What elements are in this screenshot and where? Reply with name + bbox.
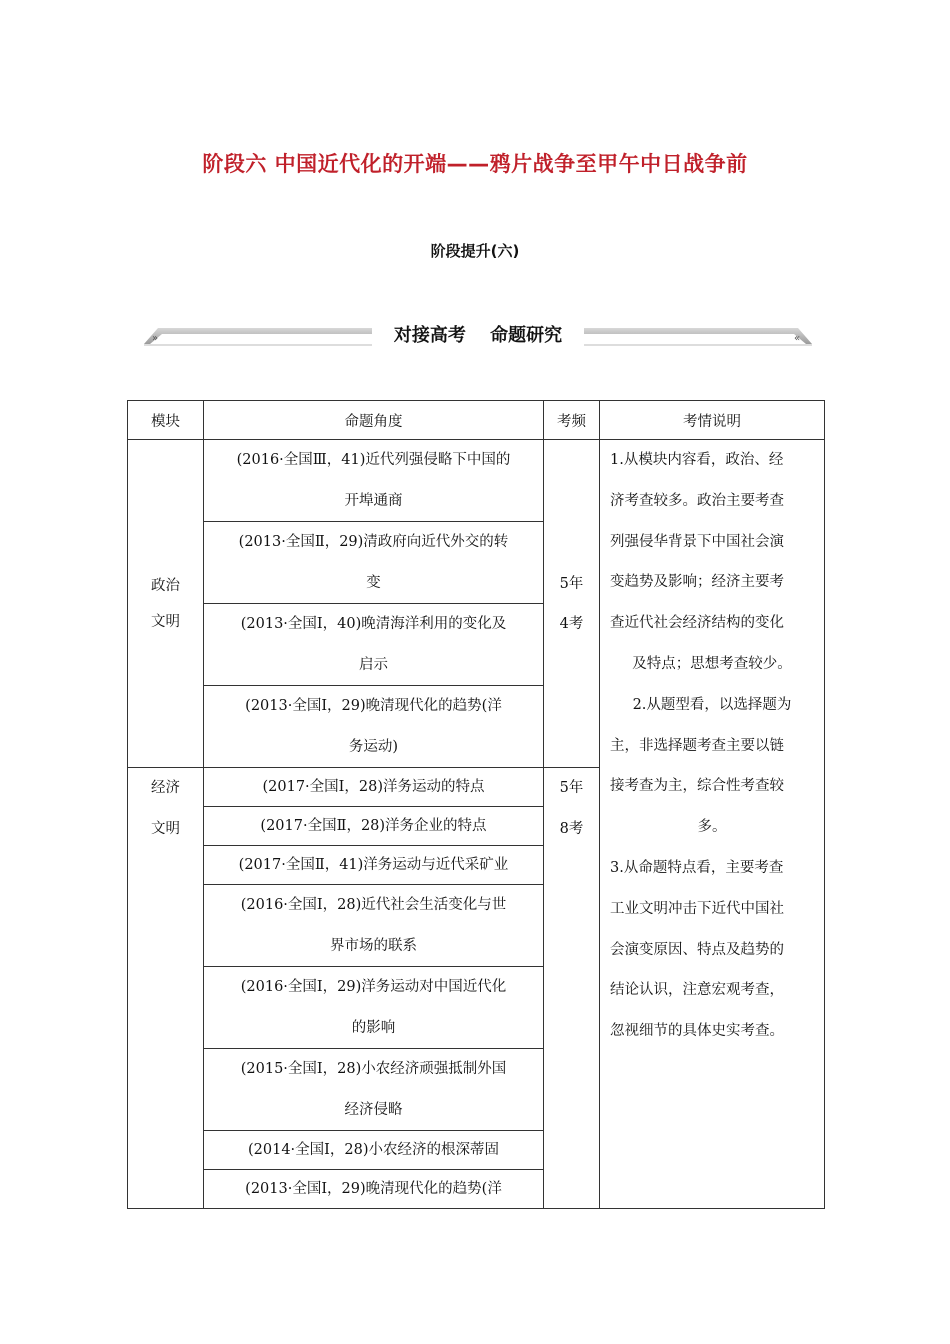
- angle-cell: [204, 846, 544, 885]
- freq-economy: [544, 768, 600, 1209]
- angle-text-cont: 的影响: [351, 1019, 396, 1036]
- desc-line: 3.从命题特点看，主要考查: [610, 859, 784, 876]
- freq-politics-line2: 4考: [559, 615, 584, 632]
- header-module: 模块: [128, 401, 204, 440]
- angle-cell: [204, 686, 544, 768]
- angle-text: (2013·全国Ⅰ，29)晚清现代化的趋势(洋: [245, 1181, 502, 1197]
- description-cell: [600, 440, 825, 1209]
- module-economy-line2: 文明: [151, 820, 180, 837]
- angle-text: (2014·全国Ⅰ，28)小农经济的根深蒂固: [247, 1142, 499, 1158]
- angle-cell: [204, 1170, 544, 1209]
- angle-text-cont: 启示: [359, 656, 388, 673]
- banner-text: 对接高考 命题研究: [393, 325, 563, 346]
- angle-text: (2015·全国Ⅰ，28)小农经济顽强抵制外国: [240, 1061, 507, 1077]
- angle-cell: [204, 604, 544, 686]
- header-angle: 命题角度: [204, 401, 544, 440]
- header-description: 考情说明: [600, 401, 825, 440]
- desc-line: 及特点；思想考查较少。: [632, 655, 792, 672]
- angle-cell: [204, 1131, 544, 1170]
- angle-text: (2016·全国Ⅰ，29)洋务运动对中国近代化: [240, 979, 507, 995]
- freq-economy-line1: 5年: [559, 780, 584, 796]
- desc-line: 列强侵华背景下中国社会演: [610, 533, 784, 550]
- angle-cell: [204, 807, 544, 846]
- desc-line: 济考查较多。政治主要考查: [610, 492, 784, 509]
- exam-analysis-table: [127, 400, 825, 1209]
- freq-politics-line1: 5年: [559, 575, 584, 592]
- desc-line: 结论认识，注意宏观考查，: [610, 982, 784, 999]
- angle-text: (2016·全国Ⅰ，28)近代社会生活变化与世: [240, 897, 507, 913]
- angle-cell: [204, 440, 544, 522]
- module-politics-line2: 文明: [151, 613, 180, 630]
- angle-text: (2017·全国Ⅰ，28)洋务运动的特点: [262, 779, 485, 795]
- module-economy: [128, 768, 204, 1209]
- desc-line: 多。: [697, 819, 727, 836]
- angle-text: (2013·全国Ⅱ，29)清政府向近代外交的转: [238, 534, 509, 550]
- desc-line: 主，非选择题考查主要以链: [610, 737, 784, 754]
- freq-politics: [544, 440, 600, 768]
- desc-line: 接考查为主，综合性考查较: [610, 778, 784, 795]
- desc-line: 2.从题型看，以选择题为: [632, 696, 792, 713]
- module-politics: [128, 440, 204, 768]
- desc-line: 查近代社会经济结构的变化: [610, 615, 784, 632]
- desc-line: 工业文明冲击下近代中国社: [610, 900, 784, 917]
- module-politics-line1: 政治: [151, 577, 180, 594]
- angle-cell: [204, 885, 544, 967]
- section-banner: [140, 318, 816, 354]
- angle-text-cont: 务运动): [348, 738, 399, 755]
- angle-text-cont: 开埠通商: [344, 492, 403, 509]
- angle-text-cont: 变: [366, 574, 381, 591]
- angle-text-cont: 经济侵略: [344, 1101, 403, 1118]
- angle-text: (2017·全国Ⅱ，41)洋务运动与近代采矿业: [238, 857, 509, 873]
- svg-text:«: «: [794, 333, 801, 344]
- angle-cell: [204, 522, 544, 604]
- angle-cell: [204, 967, 544, 1049]
- module-economy-line1: 经济: [151, 780, 180, 796]
- angle-text: (2016·全国Ⅲ，41)近代列强侵略下中国的: [236, 452, 511, 468]
- header-frequency: 考频: [544, 401, 600, 440]
- freq-economy-line2: 8考: [559, 820, 584, 837]
- angle-text: (2013·全国Ⅰ，40)晚清海洋利用的变化及: [240, 616, 507, 632]
- angle-cell: [204, 768, 544, 807]
- page-title: 阶段六 中国近代化的开端——鸦片战争至甲午中日战争前: [202, 152, 748, 176]
- angle-cell: [204, 1049, 544, 1131]
- angle-text: (2013·全国Ⅰ，29)晚清现代化的趋势(洋: [245, 698, 502, 714]
- desc-line: 会演变原因、特点及趋势的: [610, 941, 784, 958]
- desc-line: 忽视细节的具体史实考查。: [610, 1023, 784, 1040]
- page-subtitle: 阶段提升(六): [430, 242, 520, 260]
- table-header-row: [128, 401, 825, 440]
- angle-text-cont: 界市场的联系: [330, 937, 417, 954]
- desc-line: 变趋势及影响；经济主要考: [610, 574, 784, 591]
- angle-text: (2017·全国Ⅱ，28)洋务企业的特点: [260, 818, 487, 834]
- svg-text:»: »: [152, 333, 159, 344]
- table-row: [128, 440, 825, 522]
- desc-line: 1.从模块内容看，政治、经: [610, 452, 784, 468]
